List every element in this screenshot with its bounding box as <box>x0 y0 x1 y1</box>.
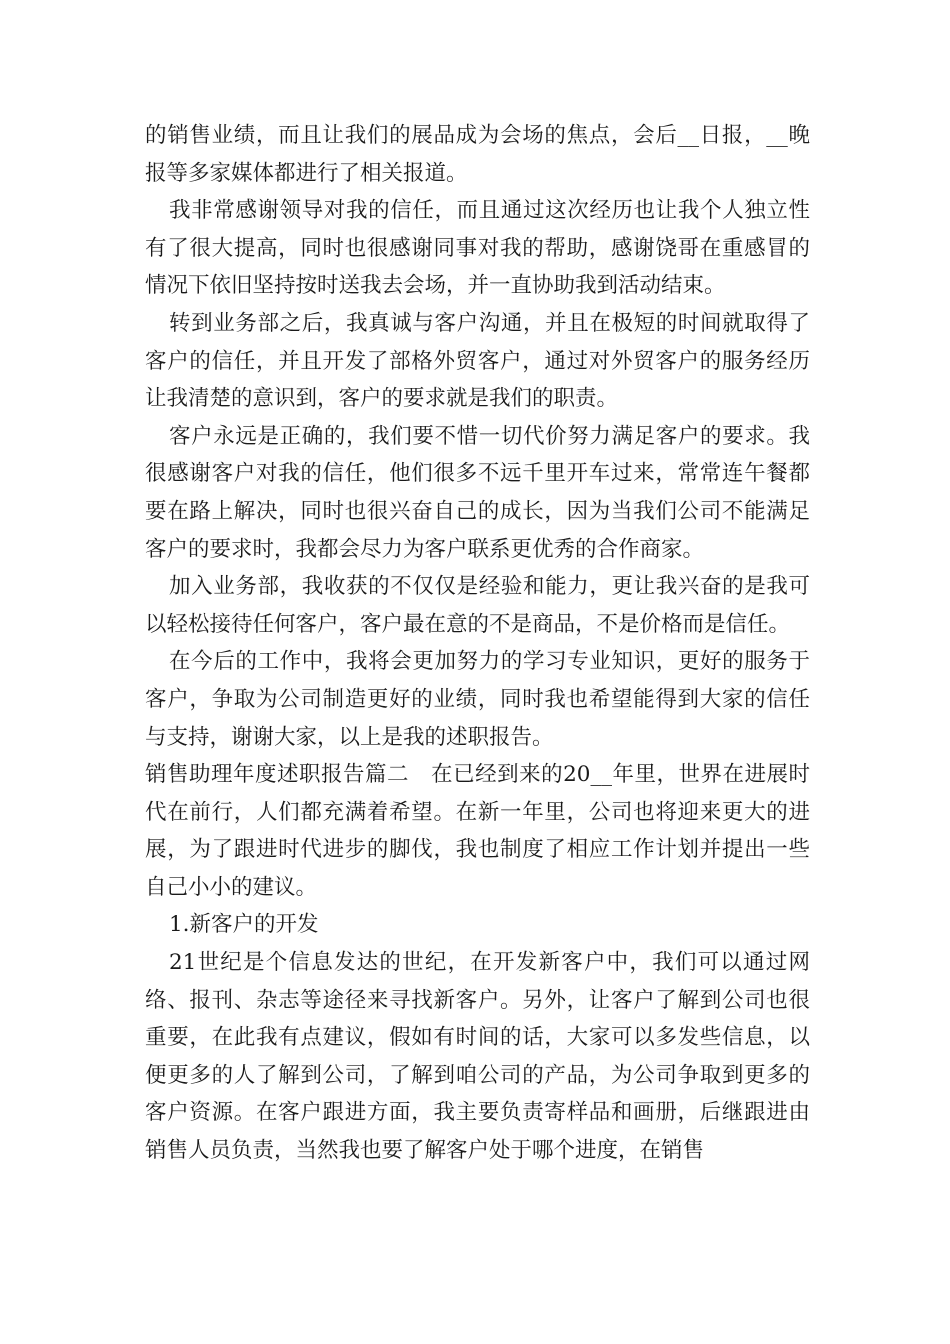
section-heading-paragraph: 销售助理年度述职报告篇二 在已经到来的20__年里，世界在进展时代在前行，人们都充满着希望。在新一年里，公司也将迎来更大的进展，为了跟进时代进步的脚伐，我也制度了相应工作计划并提出一些自己小小的建议。 <box>145 762 810 900</box>
document-body <box>145 117 810 1170</box>
paragraph-6: 在今后的工作中，我将会更加努力的学习专业知识，更好的服务于客户，争取为公司制造更好的业绩，同时我也希望能得到大家的信任与支持，谢谢大家，以上是我的述职报告。 <box>145 649 810 750</box>
list-heading-new-clients: 1.新客户的开发 <box>169 912 319 938</box>
paragraph-5: 加入业务部，我收获的不仅仅是经验和能力，更让我兴奋的是我可以轻松接待任何客户，客户最在意的不是商品，不是价格而是信任。 <box>145 574 810 637</box>
paragraph-2: 我非常感谢领导对我的信任，而且通过这次经历也让我个人独立性有了很大提高，同时也很感谢同事对我的帮助，感谢饶哥在重感冒的情况下依旧坚持按时送我去会场，并一直协助我到活动结束。 <box>145 198 810 299</box>
paragraph-4: 客户永远是正确的，我们要不惜一切代价努力满足客户的要求。我很感谢客户对我的信任，他们很多不远千里开车过来，常常连午餐都要在路上解决，同时也很兴奋自己的成长，因为当我们公司不能满足客户的要求时，我都会尽力为客户联系更优秀的合作商家。 <box>145 423 810 562</box>
paragraph-1: 的销售业绩，而且让我们的展品成为会场的焦点，会后__日报，__晚报等多家媒体都进行了相关报道。 <box>145 123 810 186</box>
paragraph-9: 21世纪是个信息发达的世纪，在开发新客户中，我们可以通过网络、报刊、杂志等途径来寻找新客户。另外，让客户了解到公司也很重要，在此我有点建议，假如有时间的话，大家可以多发些信息，以便更多的人了解到公司，了解到咱公司的产品，为公司争取到更多的客户资源。在客户跟进方面，我主要负责寄样品和画册，后继跟进由销售人员负责，当然我也要了解客户处于哪个进度，在销售 <box>145 950 810 1164</box>
paragraph-3: 转到业务部之后，我真诚与客户沟通，并且在极短的时间就取得了客户的信任，并且开发了部格外贸客户，通过对外贸客户的服务经历让我清楚的意识到，客户的要求就是我们的职责。 <box>145 310 810 412</box>
